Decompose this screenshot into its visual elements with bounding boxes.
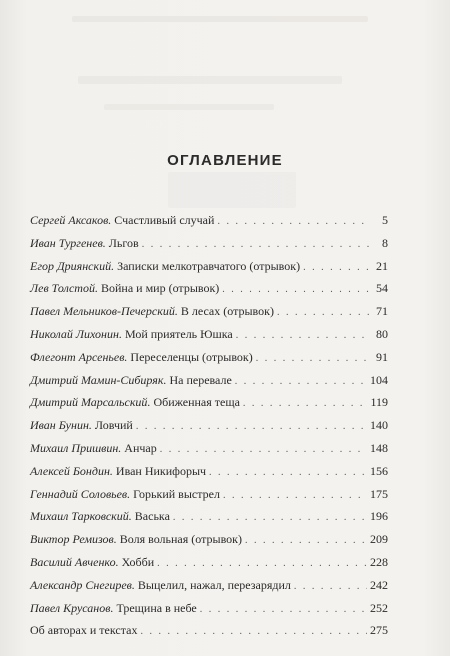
toc-entry-text — [30, 232, 139, 255]
show-through-line — [78, 76, 342, 84]
toc-page-number: 140 — [370, 418, 388, 433]
toc-page-number: 71 — [376, 304, 388, 319]
toc-author: Сергей Аксаков — [30, 213, 109, 227]
toc-title: Льгов — [108, 235, 139, 250]
toc-author: Павел Мельников-Печерский — [30, 304, 175, 319]
toc-leader-dots — [157, 553, 367, 576]
toc-title: Счастливый случай — [114, 213, 215, 227]
toc-leader-dots — [235, 371, 367, 394]
toc-author-period: . — [113, 532, 120, 547]
show-through-line — [72, 16, 368, 22]
toc-author: Павел Крусанов — [30, 600, 111, 615]
toc-page-number: 175 — [370, 486, 388, 501]
toc-entry-text — [30, 300, 274, 323]
toc-entry — [30, 232, 388, 255]
toc-entry — [30, 414, 388, 437]
toc-author-period: . — [108, 213, 115, 227]
toc-leader-dots — [140, 621, 367, 644]
toc-author-period: . — [174, 304, 181, 319]
toc-entry-text — [30, 414, 133, 437]
toc-title: Обиженная теща — [153, 395, 240, 410]
toc-entry-text — [30, 391, 240, 414]
toc-leader-dots — [160, 439, 367, 462]
toc-entry-text — [30, 255, 300, 278]
toc-entry-text — [30, 483, 220, 506]
show-through-block — [168, 172, 296, 208]
toc-page-number: 156 — [370, 463, 388, 478]
toc-author-period: . — [111, 258, 118, 273]
toc-entry-text — [30, 551, 154, 574]
toc-entry — [30, 619, 388, 642]
toc-entry — [30, 460, 388, 483]
toc-page-number: 8 — [382, 235, 388, 250]
toc-author-period: . — [115, 554, 122, 569]
toc-entry — [30, 255, 388, 278]
toc-leader-dots — [243, 393, 368, 416]
toc-leader-dots — [223, 485, 367, 508]
toc-leader-dots — [173, 507, 367, 530]
toc-page-number: 252 — [370, 600, 388, 615]
toc-entry-text — [30, 528, 242, 551]
toc-page-number: 5 — [382, 213, 388, 227]
toc-author: Василий Авченко — [30, 554, 116, 569]
toc-leader-dots — [222, 279, 371, 302]
toc-author-period: . — [127, 486, 134, 501]
toc-entry-text — [30, 597, 197, 620]
toc-entry-text — [30, 277, 219, 300]
toc-title: Записки мелкотравчатого (отрывок) — [117, 258, 301, 273]
toc-page-number: 209 — [370, 532, 388, 547]
toc-entry-text — [30, 505, 170, 528]
toc-author-period: . — [128, 509, 135, 524]
toc-leader-dots — [209, 462, 367, 485]
toc-title: Об авторах и текстах — [30, 623, 138, 638]
toc-author: Николай Лихонин — [30, 326, 119, 341]
toc-title: Война и мир (отрывок) — [100, 281, 220, 296]
toc-author-period: . — [118, 440, 125, 455]
toc-entry — [30, 483, 388, 506]
toc-leader-dots — [303, 257, 371, 280]
toc-entry-text — [30, 619, 137, 642]
toc-entry — [30, 369, 388, 392]
toc-author: Виктор Ремизов — [30, 532, 114, 547]
toc-author: Иван Тургенев — [30, 235, 103, 250]
toc-entry-text — [30, 323, 233, 346]
toc-entry — [30, 209, 388, 232]
toc-entry — [30, 346, 388, 369]
toc-author: Алексей Бондин — [30, 463, 110, 478]
toc-page-number: 228 — [370, 554, 388, 569]
toc-title: В лесах (отрывок) — [180, 304, 274, 319]
toc-title: Переселенцы (отрывок) — [130, 349, 253, 364]
toc-entry — [30, 323, 388, 346]
toc-title: Воля вольная (отрывок) — [119, 532, 242, 547]
toc-page-number: 275 — [370, 623, 388, 638]
toc-page-number: 91 — [376, 349, 388, 364]
toc-author: Михаил Тарковский — [30, 509, 129, 524]
toc-author: Егор Дриянский — [30, 258, 112, 273]
toc-entry-text — [30, 437, 157, 460]
page-title: ОГЛАВЛЕНИЕ — [167, 152, 283, 169]
toc-entry-text — [30, 460, 206, 483]
toc-entry — [30, 277, 388, 300]
show-through-line — [104, 104, 274, 110]
toc-title: Мой приятель Юшка — [124, 326, 233, 341]
toc-entry — [30, 528, 388, 551]
toc-entry-text — [30, 346, 253, 369]
toc-entry — [30, 505, 388, 528]
toc-page-number: 80 — [376, 326, 388, 341]
toc-title: Анчар — [124, 440, 157, 455]
toc-author: Флегонт Арсеньев — [30, 349, 125, 364]
toc-author: Лев Толстой — [30, 281, 95, 296]
toc-title: Иван Никифорыч — [115, 463, 207, 478]
toc-page-number: 242 — [370, 577, 388, 592]
toc-title: Трещина в небе — [116, 600, 197, 615]
toc-title: Выцелил, нажал, перезарядил — [137, 577, 291, 592]
table-of-contents — [30, 209, 388, 642]
toc-title: Хобби — [121, 554, 155, 569]
toc-entry — [30, 574, 388, 597]
toc-leader-dots — [217, 211, 371, 234]
toc-title: На перевале — [169, 372, 232, 387]
toc-page-number: 21 — [376, 258, 388, 273]
toc-leader-dots — [200, 599, 367, 622]
toc-entry — [30, 391, 388, 414]
toc-page-number: 104 — [370, 372, 388, 387]
toc-leader-dots — [256, 348, 371, 371]
toc-page-number: 148 — [370, 440, 388, 455]
toc-page-number: 119 — [370, 395, 388, 410]
toc-author-period: . — [102, 235, 109, 250]
toc-author-period: . — [118, 326, 125, 341]
toc-author: Дмитрий Мамин-Сибиряк — [30, 372, 164, 387]
toc-entry-text — [30, 369, 232, 392]
toc-author: Геннадий Соловьев — [30, 486, 128, 501]
toc-title: Ловчий — [94, 418, 133, 433]
toc-leader-dots — [136, 416, 367, 439]
toc-title: Васька — [134, 509, 170, 524]
toc-author-period: . — [131, 577, 138, 592]
toc-author-period: . — [88, 418, 95, 433]
toc-leader-dots — [277, 302, 371, 325]
toc-author: Иван Бунин — [30, 418, 89, 433]
toc-entry — [30, 551, 388, 574]
toc-entry-text — [30, 574, 291, 597]
toc-author-period: . — [109, 463, 116, 478]
toc-entry — [30, 597, 388, 620]
toc-entry — [30, 437, 388, 460]
toc-author-period: . — [94, 281, 101, 296]
toc-page-number: 196 — [370, 509, 388, 524]
toc-leader-dots — [294, 576, 367, 599]
toc-author: Дмитрий Марсальский — [30, 395, 148, 410]
toc-author-period: . — [124, 349, 131, 364]
toc-entry — [30, 300, 388, 323]
toc-author: Александр Снегирев — [30, 577, 132, 592]
toc-leader-dots — [142, 234, 371, 257]
toc-entry-text — [30, 209, 214, 232]
toc-author: Михаил Пришвин — [30, 440, 119, 455]
toc-leader-dots — [245, 530, 367, 553]
toc-page-number: 54 — [376, 281, 388, 296]
toc-author-period: . — [110, 600, 117, 615]
toc-leader-dots — [236, 325, 371, 348]
toc-author-period: . — [163, 372, 170, 387]
toc-title: Горький выстрел — [133, 486, 220, 501]
toc-author-period: . — [147, 395, 154, 410]
